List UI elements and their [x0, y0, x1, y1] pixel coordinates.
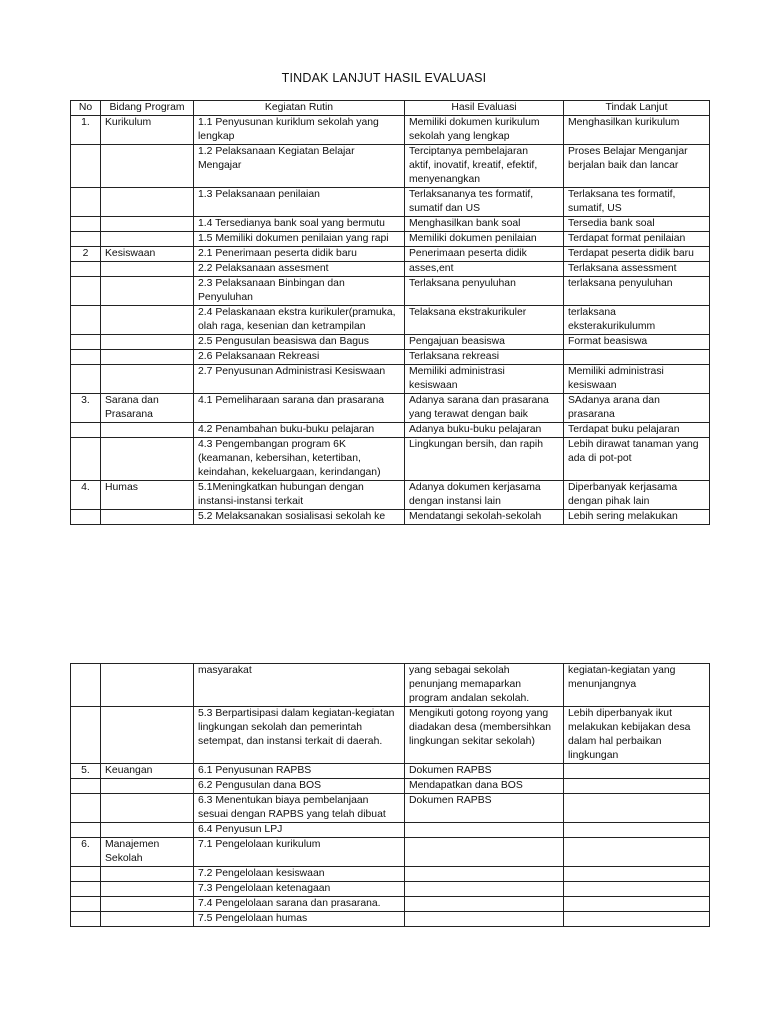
table-body: [71, 664, 710, 927]
cell-hasil-evaluasi: [405, 145, 564, 188]
cell-line: Keuangan: [105, 765, 153, 776]
cell-line: 1.2 Pelaksanaan Kegiatan Belajar: [198, 146, 355, 157]
cell-bidang-program: [101, 277, 194, 306]
cell-hasil-evaluasi: [405, 882, 564, 897]
cell-line: Memiliki dokumen penilaian: [409, 233, 537, 244]
cell-line: Penerimaan peserta didik: [409, 248, 527, 259]
cell-hasil-evaluasi: [405, 116, 564, 145]
cell-bidang-program: [101, 823, 194, 838]
cell-no: [71, 350, 101, 365]
cell-kegiatan-rutin: [194, 912, 405, 927]
cell-tindak-lanjut: [564, 867, 710, 882]
cell-hasil-evaluasi: [405, 912, 564, 927]
cell-line: kegiatan-kegiatan yang: [568, 665, 676, 676]
cell-line: Lebih sering melakukan: [568, 511, 678, 522]
cell-line: Lingkungan bersih, dan rapih: [409, 439, 544, 450]
cell-kegiatan-rutin: [194, 365, 405, 394]
cell-line: Pengajuan beasiswa: [409, 336, 505, 347]
cell-line: 4.2 Penambahan buku-buku pelajaran: [198, 424, 375, 435]
cell-line: terlaksana: [568, 307, 616, 318]
cell-line: lengkap: [198, 131, 235, 142]
cell-line: sekolah yang lengkap: [409, 131, 510, 142]
cell-tindak-lanjut: [564, 707, 710, 764]
table-row: [71, 779, 710, 794]
cell-hasil-evaluasi: [405, 277, 564, 306]
cell-kegiatan-rutin: [194, 794, 405, 823]
cell-line: 6.2 Pengusulan dana BOS: [198, 780, 322, 791]
cell-tindak-lanjut: [564, 438, 710, 481]
cell-line: Adanya dokumen kerjasama: [409, 482, 541, 493]
cell-tindak-lanjut: [564, 481, 710, 510]
cell-tindak-lanjut: [564, 188, 710, 217]
cell-line: Terlaksana tes formatif,: [568, 189, 676, 200]
cell-hasil-evaluasi: [405, 306, 564, 335]
cell-line: penunjang memaparkan: [409, 679, 522, 690]
cell-bidang-program: [101, 912, 194, 927]
cell-bidang-program: [101, 188, 194, 217]
cell-tindak-lanjut: [564, 912, 710, 927]
cell-tindak-lanjut: [564, 882, 710, 897]
cell-bidang-program: [101, 882, 194, 897]
cell-line: Terlaksananya tes formatif,: [409, 189, 534, 200]
cell-bidang-program: [101, 394, 194, 423]
table-row: [71, 262, 710, 277]
cell-tindak-lanjut: [564, 394, 710, 423]
cell-line: Penyuluhan: [198, 292, 253, 303]
cell-bidang-program: [101, 232, 194, 247]
cell-kegiatan-rutin: [194, 116, 405, 145]
cell-no: [71, 912, 101, 927]
cell-no: [71, 664, 101, 707]
cell-hasil-evaluasi: [405, 897, 564, 912]
cell-line: kesiswaan: [409, 380, 458, 391]
cell-line: 6.4 Penyusun LPJ: [198, 824, 283, 835]
cell-line: Adanya sarana dan prasarana: [409, 395, 549, 406]
cell-line: menyenangkan: [409, 174, 481, 185]
cell-line: Terdapat buku pelajaran: [568, 424, 680, 435]
cell-line: prasarana: [568, 409, 615, 420]
cell-kegiatan-rutin: [194, 335, 405, 350]
cell-line: Sekolah: [105, 853, 143, 864]
cell-line: 2.6 Pelaksanaan Rekreasi: [198, 351, 320, 362]
cell-no: [71, 262, 101, 277]
cell-kegiatan-rutin: [194, 510, 405, 525]
cell-kegiatan-rutin: [194, 707, 405, 764]
cell-line: Diperbanyak kerjasama: [568, 482, 678, 493]
table-header-row: [71, 101, 710, 116]
cell-no: 2: [71, 247, 101, 262]
table-row: [71, 764, 710, 779]
cell-hasil-evaluasi: [405, 350, 564, 365]
cell-tindak-lanjut: [564, 232, 710, 247]
cell-line: 1.5 Memiliki dokumen penilaian yang rapi: [198, 233, 389, 244]
cell-hasil-evaluasi: [405, 247, 564, 262]
cell-kegiatan-rutin: [194, 867, 405, 882]
cell-bidang-program: [101, 779, 194, 794]
cell-tindak-lanjut: [564, 664, 710, 707]
cell-hasil-evaluasi: [405, 779, 564, 794]
cell-no: [71, 277, 101, 306]
cell-bidang-program: [101, 145, 194, 188]
cell-no: [71, 232, 101, 247]
cell-bidang-program: [101, 707, 194, 764]
cell-kegiatan-rutin: [194, 823, 405, 838]
cell-no: [71, 510, 101, 525]
table-row: [71, 707, 710, 764]
cell-tindak-lanjut: [564, 764, 710, 779]
cell-hasil-evaluasi: [405, 794, 564, 823]
cell-line: Memiliki administrasi: [568, 366, 664, 377]
cell-hasil-evaluasi: [405, 664, 564, 707]
cell-bidang-program: [101, 262, 194, 277]
cell-line: Kurikulum: [105, 117, 152, 128]
cell-tindak-lanjut: [564, 262, 710, 277]
cell-line: Terlaksana penyuluhan: [409, 278, 516, 289]
cell-line: 7.3 Pengelolaan ketenagaan: [198, 883, 331, 894]
header-bidang-program: Bidang Program: [101, 101, 194, 116]
cell-line: 6.3 Menentukan biaya pembelanjaan: [198, 795, 369, 806]
cell-line: 2.5 Pengusulan beasiswa dan Bagus: [198, 336, 369, 347]
cell-line: 2.2 Pelaksanaan assesment: [198, 263, 329, 274]
cell-line: Format beasiswa: [568, 336, 648, 347]
cell-tindak-lanjut: [564, 145, 710, 188]
table-row: [71, 232, 710, 247]
cell-hasil-evaluasi: [405, 438, 564, 481]
cell-bidang-program: [101, 306, 194, 335]
cell-bidang-program: [101, 350, 194, 365]
cell-line: Lebih dirawat tanaman yang: [568, 439, 699, 450]
cell-bidang-program: [101, 867, 194, 882]
table-row: [71, 145, 710, 188]
cell-line: 2.7 Penyusunan Administrasi Kesiswaan: [198, 366, 386, 377]
cell-bidang-program: [101, 423, 194, 438]
cell-hasil-evaluasi: [405, 707, 564, 764]
cell-hasil-evaluasi: [405, 764, 564, 779]
cell-kegiatan-rutin: [194, 306, 405, 335]
cell-line: (keamanan, kebersihan, ketertiban,: [198, 453, 361, 464]
cell-hasil-evaluasi: [405, 188, 564, 217]
cell-line: Adanya buku-buku pelajaran: [409, 424, 542, 435]
cell-line: Mengikuti gotong royong yang: [409, 708, 549, 719]
cell-hasil-evaluasi: [405, 823, 564, 838]
cell-tindak-lanjut: [564, 510, 710, 525]
table-body: [71, 116, 710, 525]
cell-kegiatan-rutin: [194, 664, 405, 707]
cell-no: 1.: [71, 116, 101, 145]
cell-kegiatan-rutin: [194, 897, 405, 912]
cell-hasil-evaluasi: [405, 867, 564, 882]
cell-line: olah raga, kesenian dan ketrampilan: [198, 321, 366, 332]
table-row: [71, 306, 710, 335]
cell-line: masyarakat: [198, 665, 252, 676]
header-no: No: [71, 101, 101, 116]
cell-line: 6.1 Penyusunan RAPBS: [198, 765, 312, 776]
cell-line: 5.1Meningkatkan hubungan dengan: [198, 482, 364, 493]
cell-line: aktif, inovatif, kreatif, efektif,: [409, 160, 538, 171]
evaluation-table-page-1: [70, 100, 710, 525]
cell-hasil-evaluasi: [405, 838, 564, 867]
cell-line: 7.4 Pengelolaan sarana dan prasarana.: [198, 898, 381, 909]
cell-line: Telaksana ekstrakurikuler: [409, 307, 527, 318]
cell-line: Menghasilkan bank soal: [409, 218, 521, 229]
cell-line: Manajemen: [105, 839, 160, 850]
cell-line: Mendatangi sekolah-sekolah: [409, 511, 542, 522]
cell-bidang-program: [101, 510, 194, 525]
cell-tindak-lanjut: [564, 779, 710, 794]
table-row: [71, 438, 710, 481]
header-hasil-evaluasi: Hasil Evaluasi: [405, 101, 564, 116]
cell-line: lingkungan: [568, 750, 619, 761]
cell-line: Memiliki administrasi: [409, 366, 505, 377]
table-row: [71, 664, 710, 707]
cell-line: 2.4 Pelaskanaan ekstra kurikuler(pramuka,: [198, 307, 396, 318]
table-row: [71, 912, 710, 927]
cell-line: dengan pihak lain: [568, 496, 650, 507]
cell-kegiatan-rutin: [194, 438, 405, 481]
cell-bidang-program: [101, 335, 194, 350]
cell-line: eksterakurikulumm: [568, 321, 656, 332]
table-row: [71, 350, 710, 365]
cell-line: instansi-instansi terkait: [198, 496, 304, 507]
header-tindak-lanjut: Tindak Lanjut: [564, 101, 710, 116]
table-row: [71, 897, 710, 912]
cell-kegiatan-rutin: [194, 277, 405, 306]
cell-kegiatan-rutin: [194, 764, 405, 779]
cell-line: Terlaksana rekreasi: [409, 351, 500, 362]
cell-line: Terdapat peserta didik baru: [568, 248, 694, 259]
cell-line: sesuai dengan RAPBS yang telah dibuat: [198, 809, 386, 820]
cell-kegiatan-rutin: [194, 394, 405, 423]
cell-bidang-program: [101, 764, 194, 779]
cell-bidang-program: [101, 116, 194, 145]
cell-no: [71, 897, 101, 912]
cell-bidang-program: [101, 365, 194, 394]
cell-line: terlaksana penyuluhan: [568, 278, 673, 289]
cell-line: 1.4 Tersedianya bank soal yang bermutu: [198, 218, 385, 229]
cell-line: lingkungan sekitar sekolah): [409, 736, 535, 747]
table-row: [71, 365, 710, 394]
cell-hasil-evaluasi: [405, 394, 564, 423]
table-row: [71, 188, 710, 217]
table-row: [71, 217, 710, 232]
cell-no: [71, 867, 101, 882]
cell-kegiatan-rutin: [194, 232, 405, 247]
cell-tindak-lanjut: [564, 350, 710, 365]
cell-line: yang sebagai sekolah: [409, 665, 510, 676]
table-row: [71, 335, 710, 350]
evaluation-table-page-2: [70, 663, 710, 927]
cell-line: Prasarana: [105, 409, 153, 420]
cell-tindak-lanjut: [564, 335, 710, 350]
cell-line: 5.3 Berpartisipasi dalam kegiatan-kegiatan: [198, 708, 395, 719]
cell-line: 7.2 Pengelolaan kesiswaan: [198, 868, 325, 879]
cell-line: dengan instansi lain: [409, 496, 501, 507]
cell-line: 7.5 Pengelolaan humas: [198, 913, 308, 924]
cell-kegiatan-rutin: [194, 779, 405, 794]
cell-kegiatan-rutin: [194, 882, 405, 897]
table-row: [71, 116, 710, 145]
cell-bidang-program: [101, 438, 194, 481]
cell-line: 1.3 Pelaksanaan penilaian: [198, 189, 320, 200]
cell-tindak-lanjut: [564, 897, 710, 912]
cell-line: diadakan desa (membersihkan: [409, 722, 552, 733]
cell-hasil-evaluasi: [405, 262, 564, 277]
cell-tindak-lanjut: [564, 823, 710, 838]
cell-line: 1.1 Penyusunan kuriklum sekolah yang: [198, 117, 379, 128]
cell-bidang-program: [101, 664, 194, 707]
cell-no: 5.: [71, 764, 101, 779]
cell-line: Terlaksana assessment: [568, 263, 677, 274]
cell-hasil-evaluasi: [405, 335, 564, 350]
cell-kegiatan-rutin: [194, 350, 405, 365]
cell-line: sumatif, US: [568, 203, 622, 214]
cell-no: [71, 707, 101, 764]
cell-kegiatan-rutin: [194, 838, 405, 867]
cell-no: 6.: [71, 838, 101, 867]
cell-kegiatan-rutin: [194, 262, 405, 277]
cell-line: SAdanya arana dan: [568, 395, 660, 406]
cell-line: Humas: [105, 482, 138, 493]
table-row: [71, 882, 710, 897]
cell-line: Mengajar: [198, 160, 242, 171]
cell-tindak-lanjut: [564, 838, 710, 867]
cell-line: Menghasilkan kurikulum: [568, 117, 680, 128]
table-row: [71, 794, 710, 823]
cell-kegiatan-rutin: [194, 188, 405, 217]
cell-line: Mendapatkan dana BOS: [409, 780, 523, 791]
table-row: [71, 823, 710, 838]
cell-tindak-lanjut: [564, 277, 710, 306]
cell-line: Kesiswaan: [105, 248, 156, 259]
table-row: [71, 423, 710, 438]
cell-line: menunjangnya: [568, 679, 637, 690]
cell-line: dalam hal perbaikan: [568, 736, 662, 747]
cell-line: Tersedia bank soal: [568, 218, 655, 229]
cell-hasil-evaluasi: [405, 423, 564, 438]
cell-hasil-evaluasi: [405, 510, 564, 525]
cell-line: 4.3 Pengembangan program 6K: [198, 439, 346, 450]
cell-bidang-program: [101, 481, 194, 510]
cell-bidang-program: [101, 838, 194, 867]
cell-line: Dokumen RAPBS: [409, 795, 492, 806]
cell-no: [71, 423, 101, 438]
cell-line: melakukan kebijakan desa: [568, 722, 691, 733]
cell-line: 2.1 Penerimaan peserta didik baru: [198, 248, 357, 259]
cell-hasil-evaluasi: [405, 365, 564, 394]
cell-line: setempat, dan instansi terkait di daerah.: [198, 736, 383, 747]
table-row: [71, 277, 710, 306]
cell-line: program andalan sekolah.: [409, 693, 530, 704]
cell-line: yang terawat dengan baik: [409, 409, 529, 420]
cell-tindak-lanjut: [564, 306, 710, 335]
cell-no: [71, 365, 101, 394]
cell-no: 3.: [71, 394, 101, 423]
cell-no: [71, 823, 101, 838]
cell-hasil-evaluasi: [405, 232, 564, 247]
cell-line: Memiliki dokumen kurikulum: [409, 117, 540, 128]
cell-no: [71, 188, 101, 217]
table-row: [71, 867, 710, 882]
cell-line: 5.2 Melaksanakan sosialisasi sekolah ke: [198, 511, 386, 522]
cell-line: lingkungan sekolah dan pemerintah: [198, 722, 363, 733]
cell-no: [71, 145, 101, 188]
cell-hasil-evaluasi: [405, 217, 564, 232]
cell-kegiatan-rutin: [194, 145, 405, 188]
cell-line: keindahan, kekeluargaan, kerindangan): [198, 467, 381, 478]
cell-tindak-lanjut: [564, 116, 710, 145]
cell-line: kesiswaan: [568, 380, 617, 391]
cell-no: 4.: [71, 481, 101, 510]
cell-bidang-program: [101, 247, 194, 262]
table-row: [71, 481, 710, 510]
cell-line: Dokumen RAPBS: [409, 765, 492, 776]
cell-no: [71, 438, 101, 481]
document-title: TINDAK LANJUT HASIL EVALUASI: [281, 71, 487, 85]
cell-no: [71, 335, 101, 350]
cell-no: [71, 882, 101, 897]
cell-kegiatan-rutin: [194, 423, 405, 438]
cell-kegiatan-rutin: [194, 247, 405, 262]
cell-line: asses,ent: [409, 263, 454, 274]
cell-tindak-lanjut: [564, 365, 710, 394]
table-row: [71, 394, 710, 423]
cell-line: 7.1 Pengelolaan kurikulum: [198, 839, 321, 850]
table-row: [71, 838, 710, 867]
cell-kegiatan-rutin: [194, 217, 405, 232]
cell-bidang-program: [101, 897, 194, 912]
table-row: [71, 510, 710, 525]
cell-line: Sarana dan: [105, 395, 159, 406]
cell-no: [71, 217, 101, 232]
cell-bidang-program: [101, 217, 194, 232]
cell-line: sumatif dan US: [409, 203, 481, 214]
cell-tindak-lanjut: [564, 247, 710, 262]
cell-line: 4.1 Pemeliharaan sarana dan prasarana: [198, 395, 385, 406]
cell-line: Terciptanya pembelajaran: [409, 146, 528, 157]
cell-tindak-lanjut: [564, 423, 710, 438]
cell-tindak-lanjut: [564, 217, 710, 232]
cell-no: [71, 794, 101, 823]
cell-line: Proses Belajar Menganjar: [568, 146, 688, 157]
cell-line: Lebih diperbanyak ikut: [568, 708, 672, 719]
cell-line: 2.3 Pelaksanaan Binbingan dan: [198, 278, 345, 289]
cell-line: ada di pot-pot: [568, 453, 632, 464]
cell-hasil-evaluasi: [405, 481, 564, 510]
cell-line: berjalan baik dan lancar: [568, 160, 679, 171]
header-kegiatan-rutin: Kegiatan Rutin: [194, 101, 405, 116]
cell-kegiatan-rutin: [194, 481, 405, 510]
cell-tindak-lanjut: [564, 794, 710, 823]
cell-bidang-program: [101, 794, 194, 823]
cell-no: [71, 779, 101, 794]
cell-line: Terdapat format penilaian: [568, 233, 686, 244]
table-row: [71, 247, 710, 262]
cell-no: [71, 306, 101, 335]
